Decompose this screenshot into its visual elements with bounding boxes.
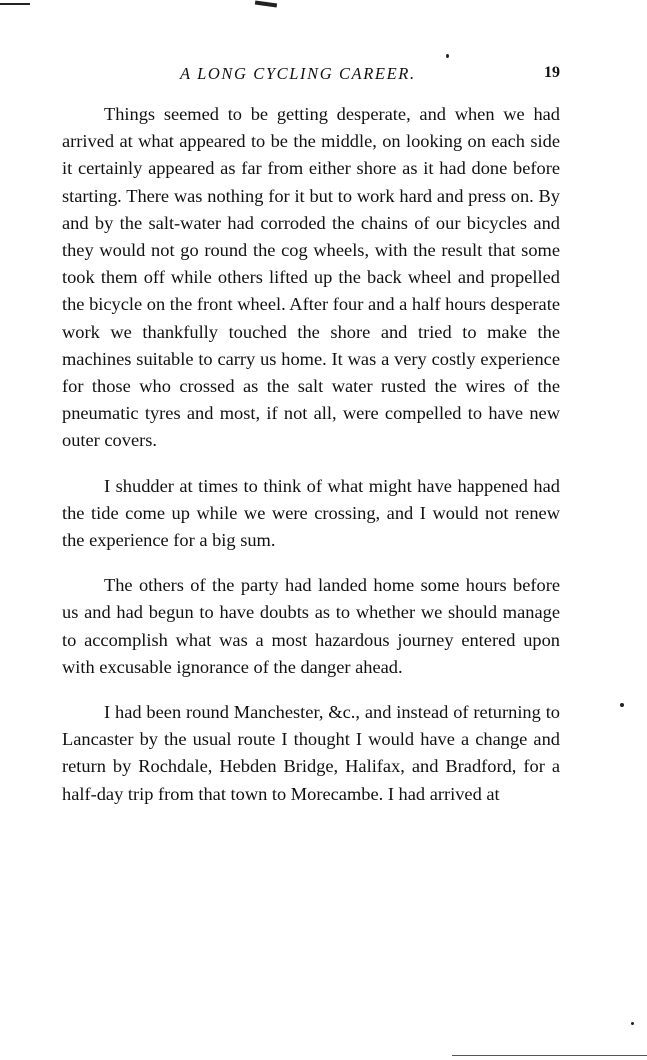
scan-edge-mark-top [255, 0, 277, 7]
paragraph: I had been round Manchester, &c., and instead of returning to Lancaster by the usual route I thought I would have a change and return by Rochdale, Hebden Bridge, Halifax, and Bradford, for a half-day trip from that town to Morecambe. I had arrived at [62, 702, 560, 804]
scan-edge-mark-left [0, 3, 30, 5]
running-title: A LONG CYCLING CAREER. [180, 64, 416, 83]
scan-edge-mark-bottom [452, 1055, 647, 1056]
paragraph: I shudder at times to think of what might have happened had the tide come up while we were crossing, and I would not renew the experience for a big sum. [62, 475, 560, 551]
scan-dot-bottom [631, 1022, 634, 1025]
body-text [62, 101, 560, 808]
paragraph: The others of the party had landed home some hours before us and had begun to have doubts as to whether we should manage to accomplish what was a most hazardous journey entered upon with excusable ignorance of the danger ahead. [62, 575, 560, 677]
paragraph: Things seemed to be getting desperate, and when we had arrived at what appeared to be the middle, on looking on each side it certainly appeared as far from either shore as it had done before starting. There was nothing for it but to work hard and press on. By and by the salt-water had corroded the chains of our bicycles and they would not go round the cog wheels, with the result that some took them off while others lifted up the back wheel and propelled the bicycle on the front wheel. After four and a half hours desperate work we thankfully touched the shore and tried to make the machines suitable to carry us home. It was a very costly experience for those who crossed as the salt water rusted the wires of the pneumatic tyres and most, if not all, were compelled to have new outer covers. [62, 104, 560, 451]
scan-dot-margin [620, 703, 624, 707]
scan-dot-title [446, 54, 449, 58]
running-header [62, 64, 560, 88]
page-number: 19 [544, 64, 560, 81]
